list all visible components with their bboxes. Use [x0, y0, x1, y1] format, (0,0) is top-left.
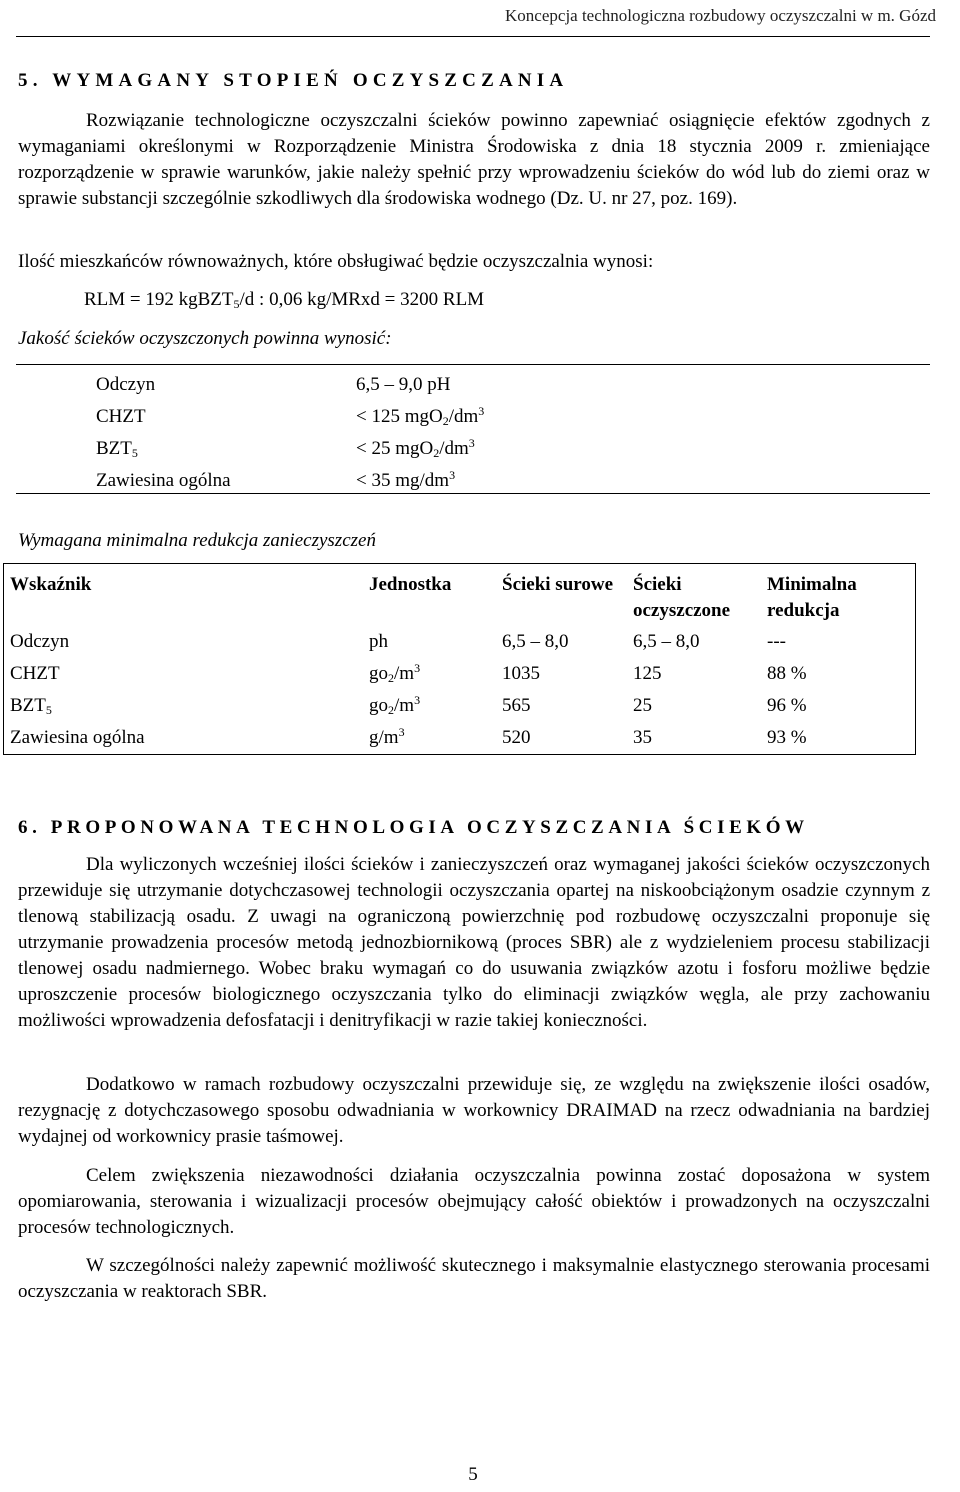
- table-cell: 88 %: [767, 663, 807, 684]
- table-cell: [363, 690, 496, 722]
- quality-heading: Jakość ścieków oczyszczonych powinna wynosić:: [18, 328, 392, 349]
- table-cell: [363, 658, 496, 690]
- table-cell: Odczyn: [10, 631, 70, 652]
- quality-top-rule: [16, 364, 930, 365]
- name-sub: 5: [45, 703, 52, 717]
- table-cell: 35: [633, 727, 652, 748]
- quality-param-name: Odczyn: [96, 374, 156, 395]
- quality-row: [96, 433, 696, 465]
- quality-param-name: Zawiesina ogólna: [96, 470, 231, 491]
- table-cell: 25: [633, 695, 652, 716]
- table-header-row: [4, 564, 916, 627]
- header-cell: Jednostka: [369, 574, 452, 595]
- quality-value-text: < 125 mgO: [356, 406, 443, 427]
- table-cell: 520: [502, 727, 531, 748]
- reduction-heading: Wymagana minimalna redukcja zanieczyszczeń: [18, 530, 376, 551]
- page-number: 5: [468, 1464, 478, 1485]
- table-cell: ---: [767, 631, 786, 652]
- table-row: [4, 722, 916, 755]
- table-cell: Zawiesina ogólna: [10, 727, 145, 748]
- unit-text: go: [369, 695, 388, 716]
- quality-param: [96, 369, 155, 401]
- table-cell: [363, 722, 496, 755]
- rlm-formula-part1: RLM = 192 kgBZT: [84, 289, 234, 310]
- quality-list: [96, 369, 696, 497]
- quality-value-sup: 3: [449, 468, 456, 482]
- quality-bottom-rule: [16, 493, 930, 494]
- unit-after: /m: [394, 663, 415, 684]
- quality-param-sub: 5: [131, 446, 138, 460]
- quality-value: [356, 401, 484, 433]
- table-row: [4, 626, 916, 658]
- quality-value-sub: 2: [442, 414, 449, 428]
- quality-param-name: BZT: [96, 438, 132, 459]
- quality-value-unit: /dm: [439, 438, 469, 459]
- quality-value-text: < 25 mgO: [356, 438, 434, 459]
- table-cell: ph: [369, 631, 388, 652]
- table-row: [4, 690, 916, 722]
- section-6-title: 6. PROPONOWANA TECHNOLOGIA OCZYSZCZANIA ŚCIEKÓW: [18, 817, 809, 838]
- unit-sub: 2: [388, 671, 394, 685]
- quality-param: [96, 401, 146, 433]
- table-row: [4, 658, 916, 690]
- running-header: Koncepcja technologiczna rozbudowy oczyszczalni w m. Gózd: [505, 6, 936, 25]
- quality-value: [356, 433, 475, 465]
- section-5-title: 5. WYMAGANY STOPIEŃ OCZYSZCZANIA: [18, 70, 569, 91]
- rlm-formula-part2: /d : 0,06 kg/MRxd = 3200 RLM: [239, 289, 485, 310]
- quality-param: [96, 433, 138, 465]
- section-6-paragraph: Dla wyliczonych wcześniej ilości ścieków i zanieczyszczeń oraz wymaganej jakości ścieków oczyszczonych przewiduje się utrzymanie dotychczasowej technologii oczyszczania opartej na niskoobciążonym osadzie czynnym z tlenową stabilizacją osadu. Z uwagi na ograniczoną powierzchnię pod rozbudowę oczyszczalni proponuje się utrzymanie prowadzenia procesów metodą jednozbiornikową (proces SBR) ale z wydzieleniem procesu stabilizacji tlenowej osadu nadmiernego. Wobec braku wymagań co do usuwania związków azotu i fosforu możliwe będzie uproszczenie procesów biologicznego oczyszczania tylko do eliminacji związków węgla, ale przy zachowaniu możliwości wprowadzenia defosfatacji i denitryfikacji w razie takiej konieczności.: [18, 854, 930, 1031]
- section-6-paragraph: Dodatkowo w ramach rozbudowy oczyszczalni przewiduje się, ze względu na zwiększenie ilości osadów, rezygnację z dotychczasowego sposobu odwadniania w workownicy DRAIMAD na rzecz odwadniania na bardziej wydajnej od workownicy prasie taśmowej.: [18, 1074, 930, 1147]
- quality-value-text: < 35 mg/dm: [356, 470, 450, 491]
- unit-sup: 3: [414, 693, 421, 707]
- section-6-paragraph: Celem zwiększenia niezawodności działania oczyszczalnia powinna zostać doposażona w system opomiarowania, sterowania i wizualizacji procesów obejmujący całość obiektów i prowadzonych na oczyszczalni procesów technologicznych.: [18, 1165, 930, 1238]
- table-cell: CHZT: [10, 663, 60, 684]
- table-cell: 93 %: [767, 727, 807, 748]
- header-cell: Minimalna redukcja: [767, 574, 857, 621]
- unit-text: go: [369, 663, 388, 684]
- name-text: BZT: [10, 695, 46, 716]
- table-cell: [4, 690, 364, 722]
- header-cell: Wskaźnik: [10, 574, 92, 595]
- unit-sub: 2: [388, 703, 394, 717]
- section-5-paragraph: Rozwiązanie technologiczne oczyszczalni ścieków powinno zapewniać osiągnięcie efektów zgodnych z wymaganiami określonymi w Rozporządzenie Ministra Środowiska z dnia 18 stycznia 2009 r. zmieniające rozporządzenie w sprawie warunków, jakie należy spełnić przy wprowadzeniu ścieków do wód lub do ziemi oraz w sprawie substancji szczególnie szkodliwych dla środowiska wodnego (Dz. U. nr 27, poz. 169).: [18, 110, 930, 209]
- unit-sup: 3: [398, 725, 405, 739]
- unit-text: g/m: [369, 727, 399, 748]
- header-divider: [16, 36, 930, 37]
- rlm-formula-sub: 5: [233, 297, 240, 311]
- rlm-intro: Ilość mieszkańców równoważnych, które obsługiwać będzie oczyszczalnia wynosi:: [18, 251, 654, 272]
- quality-row: [96, 369, 696, 401]
- table-cell: 96 %: [767, 695, 807, 716]
- quality-row: [96, 401, 696, 433]
- quality-value-sub: 2: [433, 446, 440, 460]
- unit-after: /m: [394, 695, 415, 716]
- quality-value-text: 6,5 – 9,0 pH: [356, 374, 451, 395]
- quality-param-name: CHZT: [96, 406, 146, 427]
- table-cell: 6,5 – 8,0: [502, 631, 569, 652]
- quality-value: [356, 369, 450, 401]
- quality-value-unit: /dm: [448, 406, 479, 427]
- quality-value-sup: 3: [478, 404, 485, 418]
- table-cell: 1035: [502, 663, 540, 684]
- header-cell: Ścieki oczyszczone: [633, 574, 731, 621]
- table-cell: 565: [502, 695, 531, 716]
- rlm-formula: [84, 287, 484, 313]
- reduction-table: [3, 563, 916, 755]
- table-cell: 6,5 – 8,0: [633, 631, 700, 652]
- section-6-paragraph: W szczególności należy zapewnić możliwość skutecznego i maksymalnie elastycznego sterowania procesami oczyszczania w reaktorach SBR.: [18, 1255, 930, 1302]
- header-cell: Ścieki surowe: [502, 574, 614, 595]
- table-cell: 125: [633, 663, 662, 684]
- quality-value-sup: 3: [468, 436, 475, 450]
- unit-sup: 3: [414, 661, 421, 675]
